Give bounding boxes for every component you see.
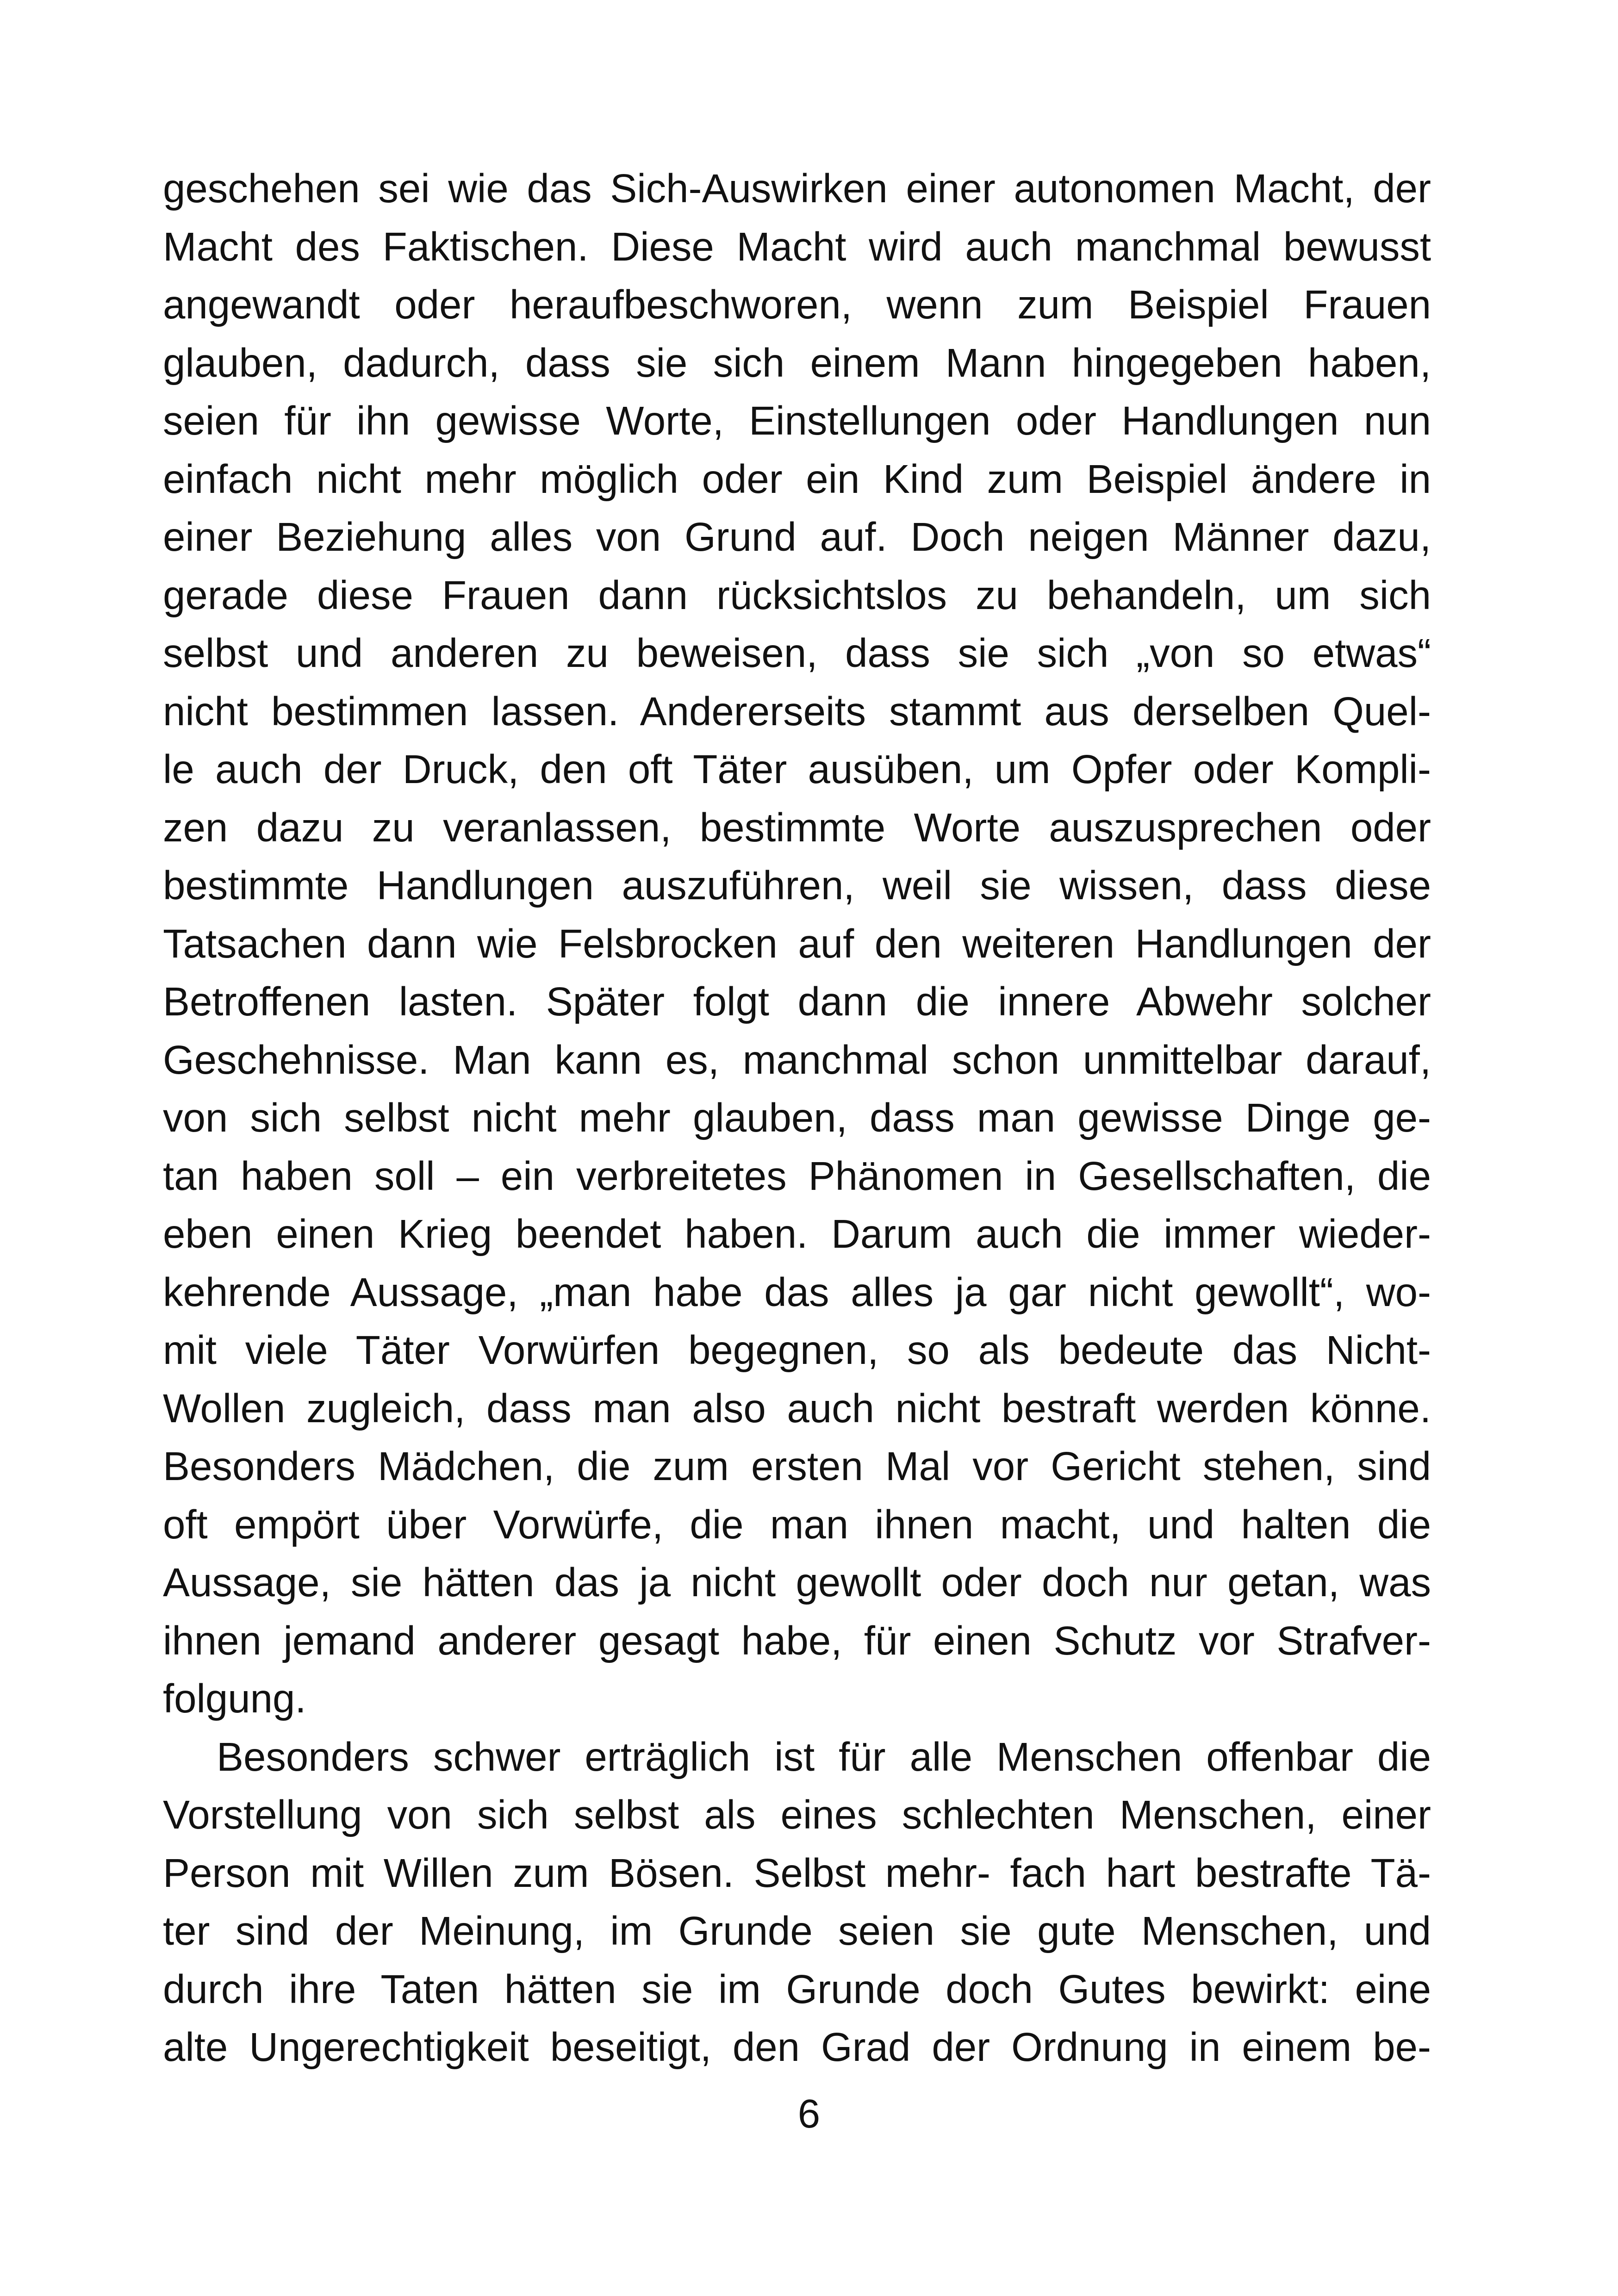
- text-line: gerade diese Frauen dann rücksichtslos zu behandeln, um sich: [163, 572, 1431, 618]
- text-line: Besonders Mädchen, die zum ersten Mal vor Gericht stehen, sind: [163, 1444, 1431, 1489]
- text-line-paragraph-start: Besonders schwer erträglich ist für alle Menschen offenbar die: [217, 1734, 1431, 1780]
- text-line: ihnen jemand anderer gesagt habe, für einen Schutz vor Strafver-: [163, 1618, 1431, 1663]
- text-line: eben einen Krieg beendet haben. Darum auch die immer wieder-: [163, 1212, 1431, 1257]
- text-line: mit viele Täter Vorwürfen begegnen, so als bedeute das Nicht-: [163, 1328, 1431, 1373]
- text-line: glauben, dadurch, dass sie sich einem Mann hingegeben haben,: [163, 340, 1431, 386]
- text-line: seien für ihn gewisse Worte, Einstellungen oder Handlungen nun: [163, 398, 1431, 443]
- text-line: alte Ungerechtigkeit beseitigt, den Grad der Ordnung in einem be-: [163, 2025, 1431, 2070]
- text-line: angewandt oder heraufbeschworen, wenn zum Beispiel Frauen: [163, 282, 1431, 327]
- text-line: Person mit Willen zum Bösen. Selbst mehr- fach hart bestrafte Tä-: [163, 1850, 1431, 1896]
- text-line: ter sind der Meinung, im Grunde seien sie gute Menschen, und: [163, 1909, 1431, 1954]
- text-line: geschehen sei wie das Sich-Auswirken einer autonomen Macht, der: [163, 166, 1431, 211]
- text-line: einer Beziehung alles von Grund auf. Doch neigen Männer dazu,: [163, 515, 1431, 560]
- text-line: einfach nicht mehr möglich oder ein Kind zum Beispiel ändere in: [163, 456, 1431, 502]
- text-line: Aussage, sie hätten das ja nicht gewollt oder doch nur getan, was: [163, 1560, 1431, 1605]
- text-line: von sich selbst nicht mehr glauben, dass man gewisse Dinge ge-: [163, 1095, 1431, 1140]
- text-line: durch ihre Taten hätten sie im Grunde doch Gutes bewirkt: eine: [163, 1966, 1431, 2012]
- text-line-paragraph-end: folgung.: [163, 1676, 306, 1721]
- text-line: Betroffenen lasten. Später folgt dann die innere Abwehr solcher: [163, 979, 1431, 1024]
- text-line: Wollen zugleich, dass man also auch nicht bestraft werden könne.: [163, 1386, 1431, 1431]
- text-line: selbst und anderen zu beweisen, dass sie sich „von so etwas“: [163, 631, 1431, 676]
- text-line: kehrende Aussage, „man habe das alles ja gar nicht gewollt“, wo-: [163, 1269, 1431, 1315]
- text-line: zen dazu zu veranlassen, bestimmte Worte auszusprechen oder: [163, 805, 1431, 850]
- text-line: oft empört über Vorwürfe, die man ihnen macht, und halten die: [163, 1502, 1431, 1547]
- text-line: Tatsachen dann wie Felsbrocken auf den weiteren Handlungen der: [163, 921, 1431, 966]
- page-number: 6: [797, 2091, 821, 2136]
- text-line: Vorstellung von sich selbst als eines schlechten Menschen, einer: [163, 1792, 1431, 1837]
- text-line: le auch der Druck, den oft Täter ausüben, um Opfer oder Kompli-: [163, 747, 1431, 792]
- text-line: tan haben soll – ein verbreitetes Phänomen in Gesellschaften, die: [163, 1153, 1431, 1199]
- text-line: Macht des Faktischen. Diese Macht wird auch manchmal bewusst: [163, 224, 1431, 269]
- text-line: nicht bestimmen lassen. Andererseits stammt aus derselben Quel-: [163, 689, 1431, 734]
- text-line: bestimmte Handlungen auszuführen, weil sie wissen, dass diese: [163, 863, 1431, 908]
- body-text: [163, 160, 1431, 2077]
- text-line: Geschehnisse. Man kann es, manchmal schon unmittelbar darauf,: [163, 1037, 1431, 1083]
